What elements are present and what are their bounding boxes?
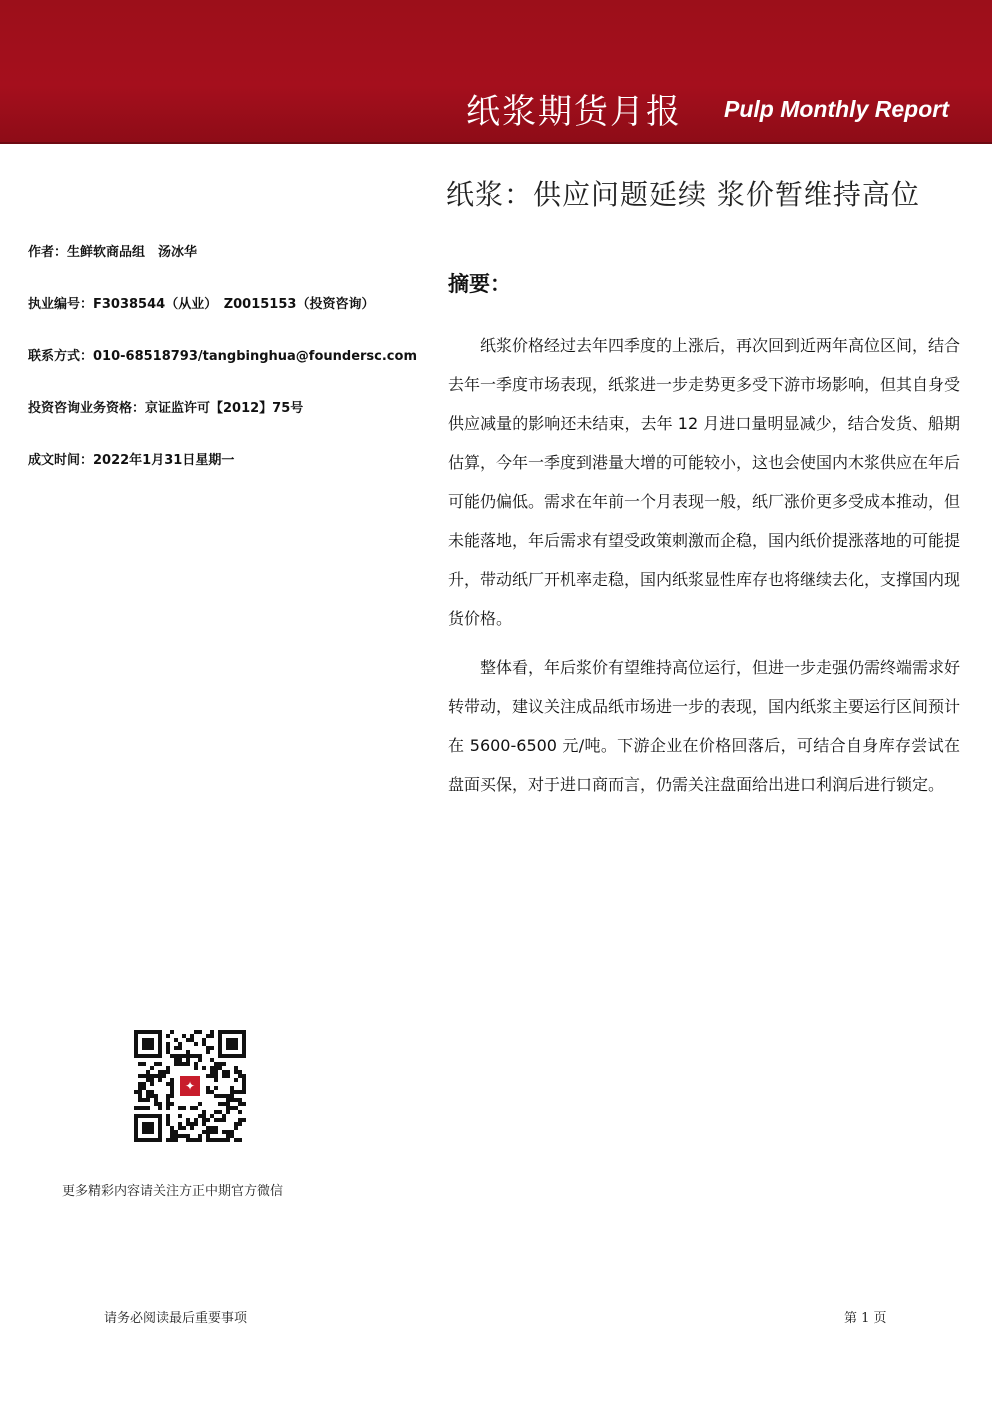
contact-line: 联系方式：010-68518793/tangbinghua@foundersc.com <box>28 349 417 364</box>
company-logo-icon: ✦ <box>178 1074 202 1098</box>
date-line: 成文时间：2022年1月31日星期一 <box>28 453 235 468</box>
footer-notice: 请务必阅读最后重要事项 <box>104 1311 248 1326</box>
license-line: 执业编号：F3038544（从业） Z0015153（投资咨询） <box>28 297 375 312</box>
report-banner <box>0 0 992 142</box>
author-line: 作者：生鲜软商品组 汤冰华 <box>28 245 198 260</box>
page-number: 第 1 页 <box>844 1311 887 1326</box>
qr-caption: 更多精彩内容请关注方正中期官方微信 <box>62 1184 284 1199</box>
summary-heading: 摘要： <box>448 272 511 296</box>
summary-body <box>448 326 960 814</box>
banner-divider <box>0 142 992 144</box>
report-title-cn: 纸浆期货月报 <box>466 92 682 132</box>
report-title-en: Pulp Monthly Report <box>724 96 949 122</box>
author-meta <box>28 244 428 504</box>
article-headline: 纸浆：供应问题延续 浆价暂维持高位 <box>446 178 920 211</box>
wechat-qr-code <box>134 1030 246 1142</box>
summary-paragraph: 纸浆价格经过去年四季度的上涨后，再次回到近两年高位区间，结合去年一季度市场表现，纸浆进一步走势更多受下游市场影响，但其自身受供应减量的影响还未结束，去年 12 月进口量明显减少，结合发货、船期估算，今年一季度到港量大增的可能较小，这也会使国内木浆供应在年后可能仍偏低。需求在年前一个月表现一般，纸厂涨价更多受成本推动，但未能落地，年后需求有望受政策刺激而企稳，国内纸价提涨落地的可能提升，带动纸厂开机率走稳，国内纸浆显性库存也将继续去化，支撑国内现货价格。 <box>448 336 961 628</box>
qualification-line: 投资咨询业务资格：京证监许可【2012】75号 <box>28 401 304 416</box>
summary-paragraph: 整体看，年后浆价有望维持高位运行，但进一步走强仍需终端需求好转带动，建议关注成品纸市场进一步的表现，国内纸浆主要运行区间预计在 5600-6500 元/吨。下游企业在价格回落后，可结合自身库存尝试在盘面买保，对于进口商而言，仍需关注盘面给出进口利润后进行锁定。 <box>448 658 961 794</box>
